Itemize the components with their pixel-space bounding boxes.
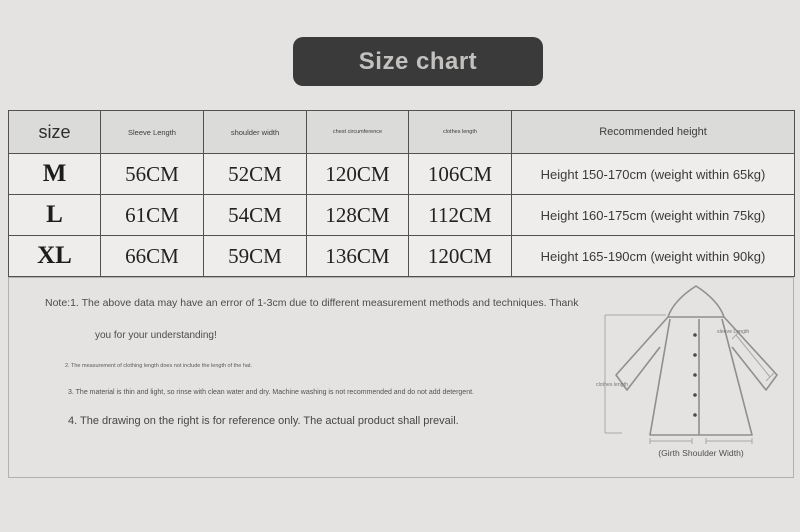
header-shoulder-width: shoulder width	[204, 111, 307, 154]
clothes-length-label: clothes length	[596, 382, 629, 388]
header-recommended-height: Recommended height	[512, 111, 795, 154]
table-row-m	[9, 154, 795, 195]
header-sleeve-length: Sleeve Length	[101, 111, 204, 154]
note-1-line-1: Note:1. The above data may have an error of 1-3cm due to different measurement methods and techniques. Thank	[45, 297, 579, 309]
clothes-cell: 120CM	[409, 236, 512, 277]
table-header-row	[9, 111, 795, 154]
size-cell: L	[9, 195, 101, 236]
sleeve-cell: 66CM	[101, 236, 204, 277]
height-cell: Height 150-170cm (weight within 65kg)	[512, 154, 795, 195]
notes-section	[8, 277, 794, 478]
header-clothes-length: clothes length	[409, 111, 512, 154]
clothes-cell: 112CM	[409, 195, 512, 236]
size-table	[8, 110, 795, 277]
size-cell: M	[9, 154, 101, 195]
clothes-cell: 106CM	[409, 154, 512, 195]
girth-measure-line	[650, 438, 752, 444]
title-banner	[293, 37, 543, 86]
chest-cell: 120CM	[307, 154, 409, 195]
sleeve-cell: 61CM	[101, 195, 204, 236]
note-3: 3. The material is thin and light, so rinse with clean water and dry. Machine washing is not recommended and do not add detergent.	[68, 389, 474, 396]
shoulder-cell: 59CM	[204, 236, 307, 277]
shoulder-cell: 54CM	[204, 195, 307, 236]
raincoat-buttons	[693, 333, 697, 417]
note-1-line-2: you for your understanding!	[95, 330, 217, 341]
header-size: size	[9, 111, 101, 154]
raincoat-hood	[668, 286, 724, 317]
height-cell: Height 165-190cm (weight within 90kg)	[512, 236, 795, 277]
header-chest-circumference: chest circumference	[307, 111, 409, 154]
raincoat-diagram	[596, 283, 796, 473]
table-row-xl	[9, 236, 795, 277]
shoulder-cell: 52CM	[204, 154, 307, 195]
sleeve-length-label: sleeve Length	[717, 329, 750, 335]
clothes-length-measure-line	[605, 315, 666, 433]
page-title: Size chart	[358, 47, 478, 75]
table-row-l	[9, 195, 795, 236]
chest-cell: 128CM	[307, 195, 409, 236]
note-2: 2. The measurement of clothing length does not include the length of the hat.	[65, 363, 253, 369]
girth-label: (Girth Shoulder Width)	[658, 448, 744, 458]
height-cell: Height 160-175cm (weight within 75kg)	[512, 195, 795, 236]
sleeve-cell: 56CM	[101, 154, 204, 195]
note-4: 4. The drawing on the right is for reference only. The actual product shall prevail.	[68, 415, 459, 427]
size-cell: XL	[9, 236, 101, 277]
chest-cell: 136CM	[307, 236, 409, 277]
